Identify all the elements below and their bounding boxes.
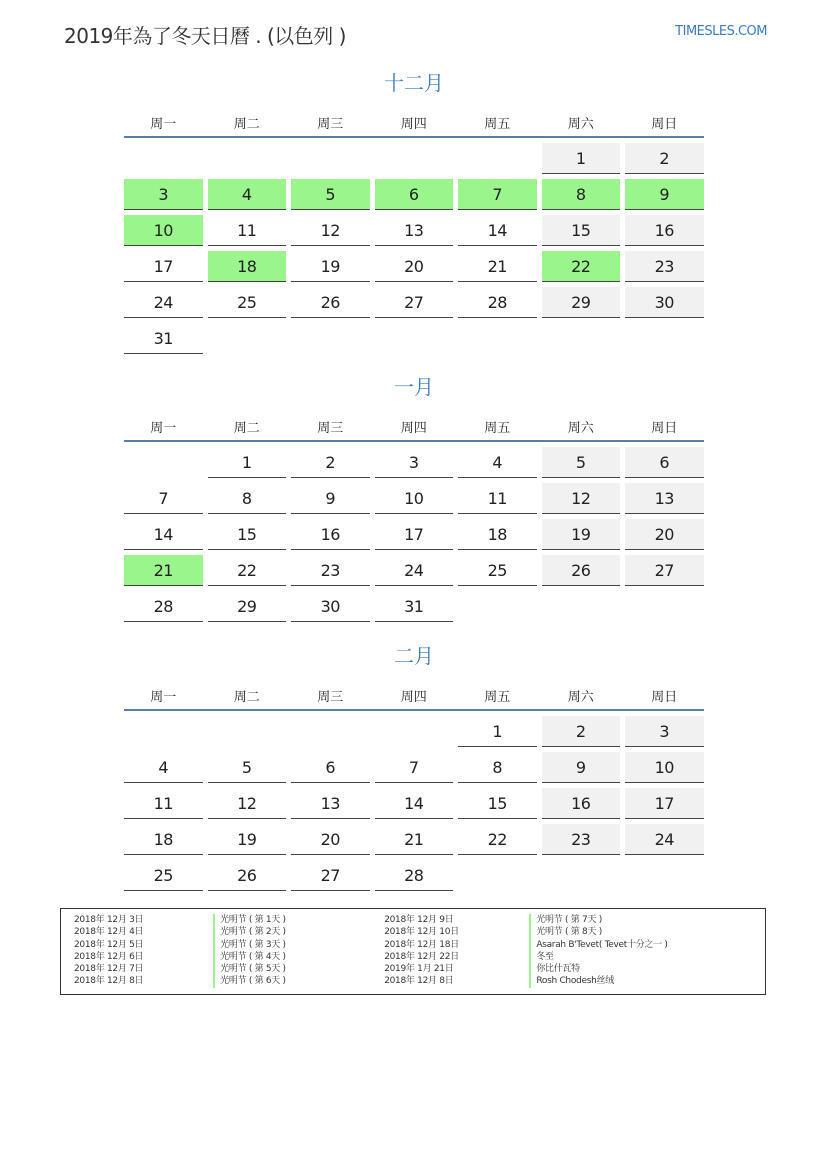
week-row bbox=[124, 447, 704, 478]
day-cell: 27 bbox=[625, 555, 704, 586]
day-cell: 16 bbox=[625, 215, 704, 246]
weekday-label: 周日 bbox=[651, 421, 678, 436]
weekday-label: 周四 bbox=[400, 117, 427, 132]
legend-holiday-name: 光明节 ( 第 7天 ) bbox=[529, 914, 765, 926]
day-cell: 25 bbox=[208, 287, 287, 318]
day-cell: 24 bbox=[625, 824, 704, 855]
day-cell: 17 bbox=[625, 788, 704, 819]
weekday-label: 周三 bbox=[317, 117, 344, 132]
holiday-day-cell: 18 bbox=[208, 251, 287, 282]
week-row bbox=[124, 788, 704, 819]
week-row bbox=[124, 215, 704, 246]
day-cell: 24 bbox=[124, 287, 203, 318]
empty-day-cell bbox=[291, 323, 370, 354]
holiday-day-cell: 4 bbox=[208, 179, 287, 210]
legend-date: 2019年 1月 21日 bbox=[384, 964, 454, 975]
empty-day-cell bbox=[458, 860, 537, 891]
legend-date: 2018年 12月 9日 bbox=[384, 915, 454, 925]
day-grid bbox=[124, 447, 704, 622]
day-cell: 22 bbox=[208, 555, 287, 586]
legend-holiday-name: 光明节 ( 第 3天 ) bbox=[213, 939, 384, 951]
day-cell: 31 bbox=[375, 591, 454, 622]
legend-holiday-name: 光明节 ( 第 4天 ) bbox=[213, 951, 384, 963]
day-cell: 25 bbox=[458, 555, 537, 586]
week-row bbox=[124, 716, 704, 747]
page-title: 2019年為了冬天日曆 . (以色列 ) bbox=[64, 24, 346, 48]
site-link[interactable]: TIMESLES.COM bbox=[675, 24, 767, 39]
legend-row bbox=[74, 939, 765, 951]
empty-day-cell bbox=[124, 716, 203, 747]
day-grid bbox=[124, 143, 704, 354]
day-cell: 14 bbox=[375, 788, 454, 819]
legend-date: 2018年 12月 4日 bbox=[74, 927, 144, 938]
legend-row bbox=[74, 926, 765, 938]
day-cell: 9 bbox=[542, 752, 621, 783]
day-cell: 30 bbox=[291, 591, 370, 622]
month-title: 一月 bbox=[394, 375, 434, 399]
day-cell: 2 bbox=[542, 716, 621, 747]
day-cell: 12 bbox=[542, 483, 621, 514]
day-cell: 20 bbox=[625, 519, 704, 550]
weekday-label: 周二 bbox=[233, 421, 260, 436]
weekday-label: 周六 bbox=[567, 690, 594, 705]
legend-date: 2018年 12月 8日 bbox=[74, 976, 144, 987]
legend-row bbox=[74, 951, 765, 963]
day-cell: 25 bbox=[124, 860, 203, 891]
day-cell: 6 bbox=[291, 752, 370, 783]
legend-holiday-name: 冬至 bbox=[529, 951, 765, 963]
week-row bbox=[124, 143, 704, 174]
weekday-header bbox=[124, 673, 704, 711]
empty-day-cell bbox=[124, 143, 203, 174]
day-cell: 7 bbox=[124, 483, 203, 514]
empty-day-cell bbox=[625, 860, 704, 891]
day-cell: 7 bbox=[375, 752, 454, 783]
day-cell: 26 bbox=[542, 555, 621, 586]
day-cell: 8 bbox=[208, 483, 287, 514]
week-row bbox=[124, 824, 704, 855]
week-row bbox=[124, 251, 704, 282]
day-cell: 28 bbox=[124, 591, 203, 622]
day-cell: 9 bbox=[291, 483, 370, 514]
day-cell: 27 bbox=[375, 287, 454, 318]
empty-day-cell bbox=[375, 323, 454, 354]
day-cell: 10 bbox=[625, 752, 704, 783]
holiday-day-cell: 21 bbox=[124, 555, 203, 586]
day-cell: 15 bbox=[208, 519, 287, 550]
legend-holiday-name: Asarah B'Tevet( Tevet十分之一 ) bbox=[529, 939, 765, 951]
day-cell: 24 bbox=[375, 555, 454, 586]
day-cell: 15 bbox=[458, 788, 537, 819]
day-cell: 20 bbox=[375, 251, 454, 282]
day-cell: 18 bbox=[124, 824, 203, 855]
day-cell: 29 bbox=[208, 591, 287, 622]
day-cell: 14 bbox=[458, 215, 537, 246]
weekday-label: 周五 bbox=[484, 690, 511, 705]
weekday-label: 周六 bbox=[567, 117, 594, 132]
empty-day-cell bbox=[208, 323, 287, 354]
week-row bbox=[124, 287, 704, 318]
empty-day-cell bbox=[542, 323, 621, 354]
legend-holiday-name: 光明节 ( 第 1天 ) bbox=[213, 914, 384, 926]
day-cell: 31 bbox=[124, 323, 203, 354]
week-row bbox=[124, 591, 704, 622]
day-cell: 1 bbox=[458, 716, 537, 747]
month-title: 十二月 bbox=[384, 71, 444, 95]
day-cell: 4 bbox=[124, 752, 203, 783]
day-grid bbox=[124, 716, 704, 891]
week-row bbox=[124, 752, 704, 783]
day-cell: 19 bbox=[208, 824, 287, 855]
weekday-label: 周五 bbox=[484, 117, 511, 132]
weekday-label: 周六 bbox=[567, 421, 594, 436]
legend-holiday-name: 你比什瓦特 bbox=[529, 963, 765, 975]
day-cell: 4 bbox=[458, 447, 537, 478]
weekday-label: 周日 bbox=[651, 690, 678, 705]
day-cell: 15 bbox=[542, 215, 621, 246]
day-cell: 6 bbox=[625, 447, 704, 478]
weekday-label: 周一 bbox=[150, 421, 177, 436]
empty-day-cell bbox=[458, 591, 537, 622]
month-january bbox=[124, 372, 704, 622]
day-cell: 19 bbox=[291, 251, 370, 282]
weekday-label: 周四 bbox=[400, 421, 427, 436]
legend-holiday-name: 光明节 ( 第 2天 ) bbox=[213, 926, 384, 938]
day-cell: 13 bbox=[291, 788, 370, 819]
legend-date: 2018年 12月 8日 bbox=[384, 976, 454, 987]
legend-row bbox=[74, 975, 765, 987]
week-row bbox=[124, 860, 704, 891]
weekday-label: 周二 bbox=[233, 690, 260, 705]
day-cell: 21 bbox=[458, 251, 537, 282]
weekday-label: 周三 bbox=[317, 421, 344, 436]
legend-date: 2018年 12月 18日 bbox=[384, 939, 459, 950]
holiday-legend bbox=[60, 908, 766, 995]
legend-date: 2018年 12月 3日 bbox=[74, 915, 144, 925]
day-cell: 10 bbox=[375, 483, 454, 514]
day-cell: 23 bbox=[542, 824, 621, 855]
day-cell: 17 bbox=[124, 251, 203, 282]
legend-holiday-name: 光明节 ( 第 5天 ) bbox=[213, 963, 384, 975]
legend-date: 2018年 12月 7日 bbox=[74, 964, 144, 975]
day-cell: 18 bbox=[458, 519, 537, 550]
weekday-label: 周四 bbox=[400, 690, 427, 705]
empty-day-cell bbox=[375, 716, 454, 747]
day-cell: 26 bbox=[291, 287, 370, 318]
day-cell: 21 bbox=[375, 824, 454, 855]
day-cell: 13 bbox=[625, 483, 704, 514]
day-cell: 13 bbox=[375, 215, 454, 246]
weekday-label: 周三 bbox=[317, 690, 344, 705]
day-cell: 29 bbox=[542, 287, 621, 318]
empty-day-cell bbox=[625, 323, 704, 354]
day-cell: 23 bbox=[625, 251, 704, 282]
week-row bbox=[124, 519, 704, 550]
legend-date: 2018年 12月 6日 bbox=[74, 951, 144, 962]
holiday-day-cell: 22 bbox=[542, 251, 621, 282]
empty-day-cell bbox=[542, 591, 621, 622]
empty-day-cell bbox=[542, 860, 621, 891]
legend-row bbox=[74, 963, 765, 975]
empty-day-cell bbox=[458, 143, 537, 174]
day-cell: 11 bbox=[208, 215, 287, 246]
day-cell: 3 bbox=[625, 716, 704, 747]
holiday-day-cell: 10 bbox=[124, 215, 203, 246]
holiday-day-cell: 9 bbox=[625, 179, 704, 210]
empty-day-cell bbox=[625, 591, 704, 622]
day-cell: 27 bbox=[291, 860, 370, 891]
weekday-label: 周一 bbox=[150, 117, 177, 132]
week-row bbox=[124, 323, 704, 354]
week-row bbox=[124, 555, 704, 586]
week-row bbox=[124, 483, 704, 514]
day-cell: 28 bbox=[458, 287, 537, 318]
month-december bbox=[124, 68, 704, 354]
legend-holiday-name: 光明节 ( 第 8天 ) bbox=[529, 926, 765, 938]
holiday-day-cell: 3 bbox=[124, 179, 203, 210]
weekday-label: 周日 bbox=[651, 117, 678, 132]
legend-row bbox=[74, 914, 765, 926]
day-cell: 26 bbox=[208, 860, 287, 891]
legend-holiday-name: Rosh Chodesh丝绒 bbox=[529, 975, 765, 987]
empty-day-cell bbox=[458, 323, 537, 354]
legend-date: 2018年 12月 10日 bbox=[384, 927, 459, 938]
day-cell: 11 bbox=[124, 788, 203, 819]
empty-day-cell bbox=[124, 447, 203, 478]
legend-date: 2018年 12月 22日 bbox=[384, 951, 459, 962]
holiday-day-cell: 5 bbox=[291, 179, 370, 210]
day-cell: 5 bbox=[542, 447, 621, 478]
empty-day-cell bbox=[375, 143, 454, 174]
empty-day-cell bbox=[291, 143, 370, 174]
empty-day-cell bbox=[291, 716, 370, 747]
holiday-day-cell: 7 bbox=[458, 179, 537, 210]
holiday-day-cell: 6 bbox=[375, 179, 454, 210]
day-cell: 19 bbox=[542, 519, 621, 550]
day-cell: 16 bbox=[542, 788, 621, 819]
weekday-label: 周五 bbox=[484, 421, 511, 436]
day-cell: 16 bbox=[291, 519, 370, 550]
day-cell: 2 bbox=[625, 143, 704, 174]
day-cell: 1 bbox=[208, 447, 287, 478]
day-cell: 28 bbox=[375, 860, 454, 891]
holiday-day-cell: 8 bbox=[542, 179, 621, 210]
day-cell: 1 bbox=[542, 143, 621, 174]
month-february bbox=[124, 641, 704, 891]
weekday-label: 周一 bbox=[150, 690, 177, 705]
day-cell: 30 bbox=[625, 287, 704, 318]
day-cell: 3 bbox=[375, 447, 454, 478]
weekday-header bbox=[124, 100, 704, 138]
empty-day-cell bbox=[208, 143, 287, 174]
day-cell: 12 bbox=[208, 788, 287, 819]
day-cell: 22 bbox=[458, 824, 537, 855]
day-cell: 20 bbox=[291, 824, 370, 855]
day-cell: 5 bbox=[208, 752, 287, 783]
day-cell: 17 bbox=[375, 519, 454, 550]
legend-holiday-name: 光明节 ( 第 6天 ) bbox=[213, 975, 384, 987]
weekday-label: 周二 bbox=[233, 117, 260, 132]
day-cell: 2 bbox=[291, 447, 370, 478]
day-cell: 14 bbox=[124, 519, 203, 550]
day-cell: 12 bbox=[291, 215, 370, 246]
day-cell: 8 bbox=[458, 752, 537, 783]
month-title: 二月 bbox=[394, 644, 434, 668]
day-cell: 23 bbox=[291, 555, 370, 586]
legend-date: 2018年 12月 5日 bbox=[74, 939, 144, 950]
day-cell: 11 bbox=[458, 483, 537, 514]
week-row bbox=[124, 179, 704, 210]
empty-day-cell bbox=[208, 716, 287, 747]
weekday-header bbox=[124, 404, 704, 442]
